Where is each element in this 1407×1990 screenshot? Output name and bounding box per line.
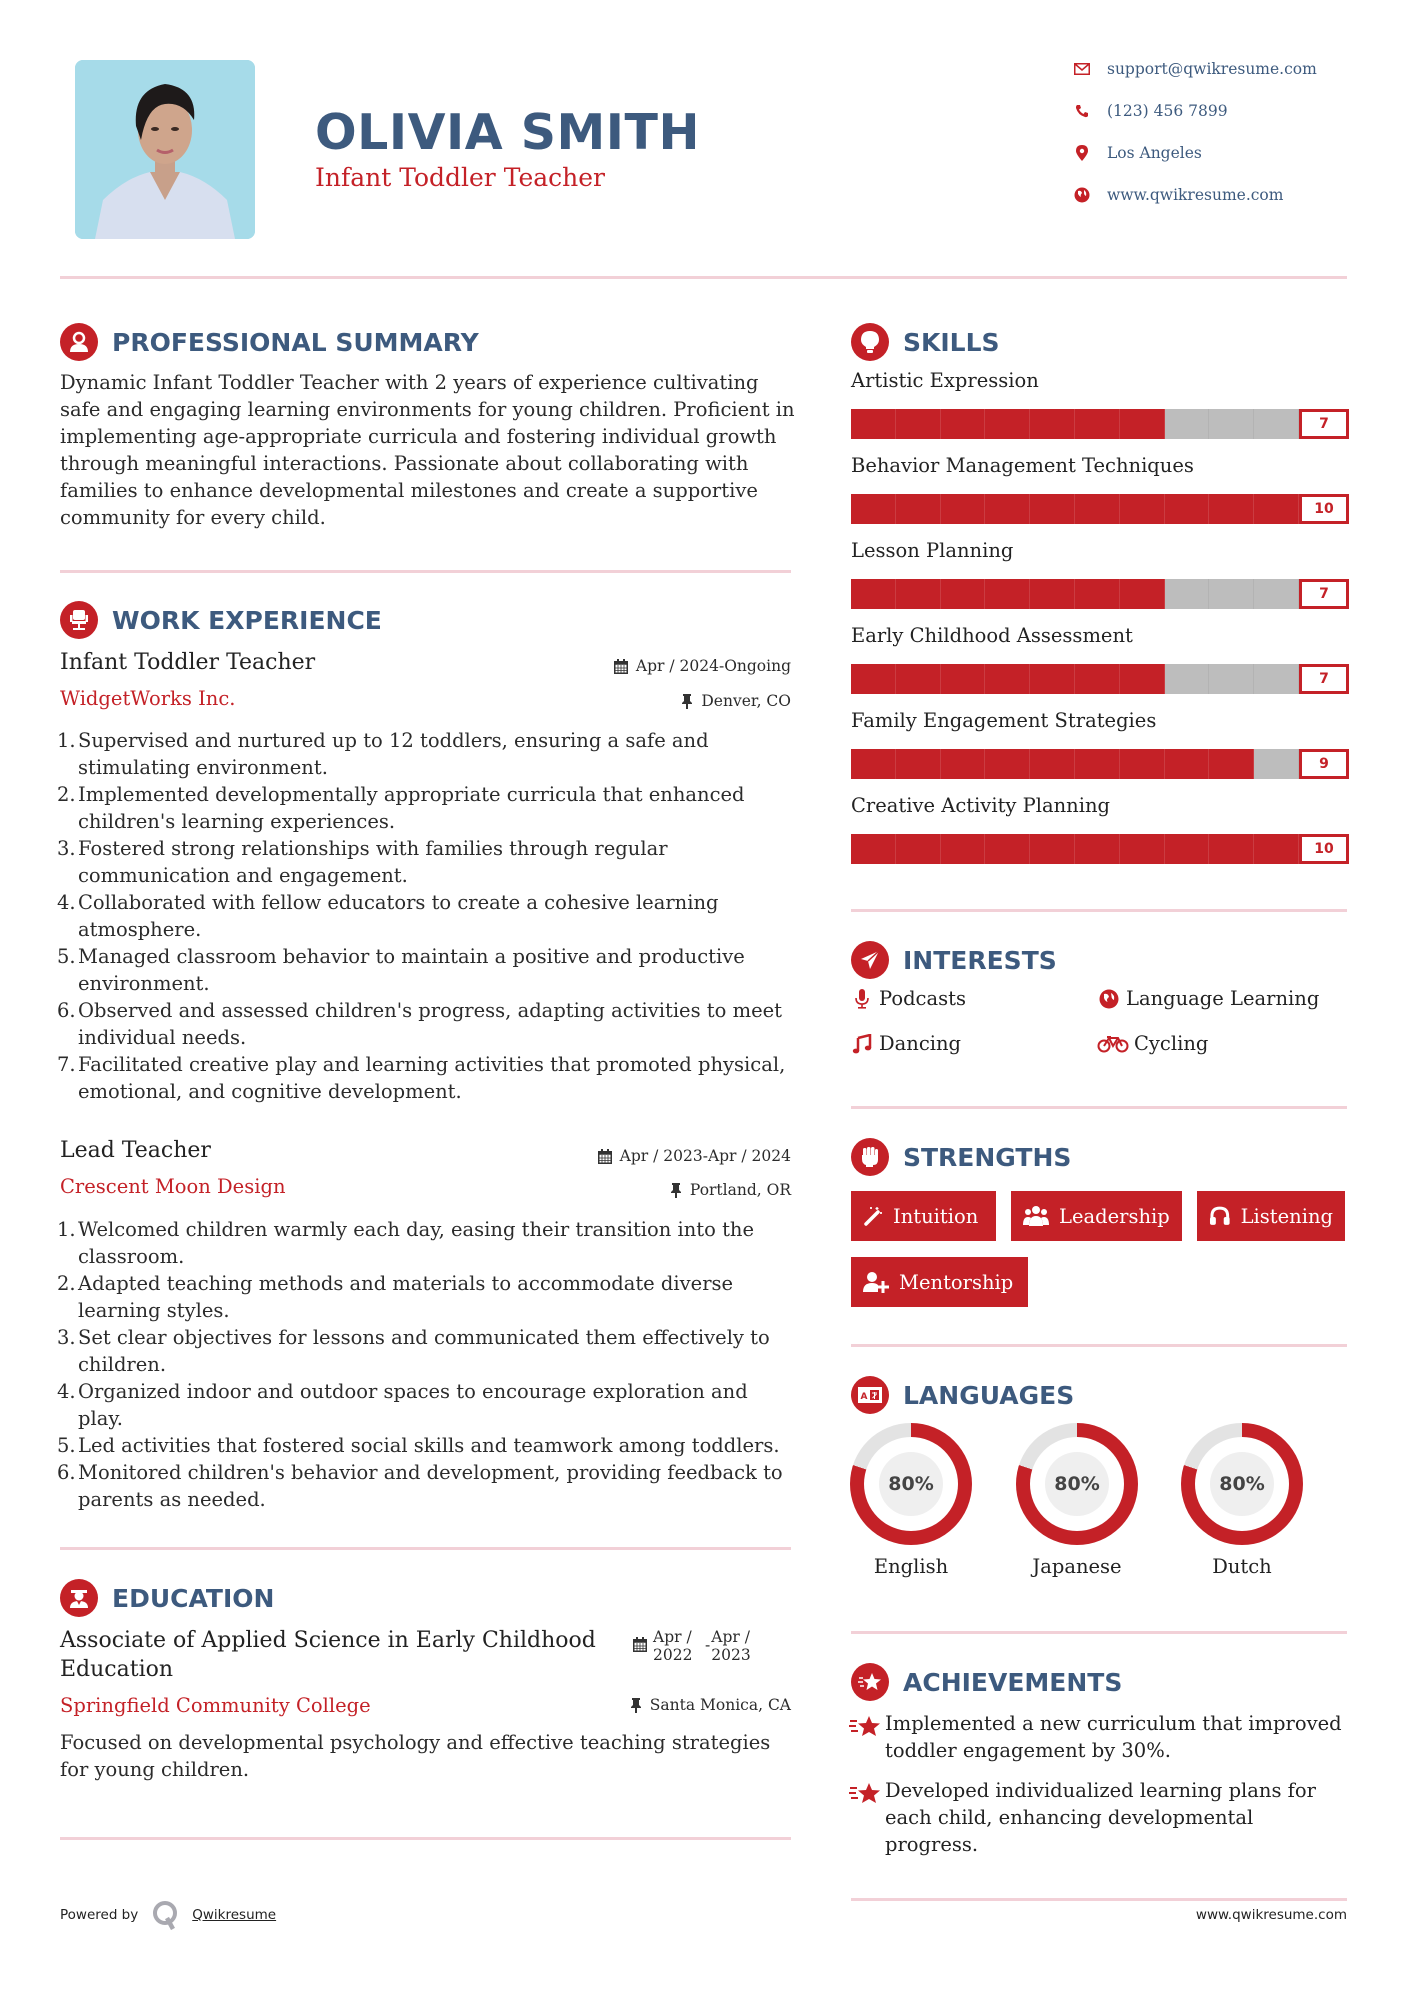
skill-bar-segment [985, 749, 1030, 779]
interest-language-learning: Language Learning [1096, 987, 1319, 1010]
skill-bar-segment [1075, 664, 1120, 694]
language-percent: 80% [879, 1452, 943, 1516]
contact-website[interactable]: www.qwikresume.com [1073, 183, 1283, 207]
skill-label: Artistic Expression [851, 369, 1039, 392]
contact-phone[interactable]: (123) 456 7899 [1073, 99, 1228, 123]
skill-bar-segment [941, 579, 986, 609]
user-icon [60, 323, 98, 361]
paper-plane-icon [851, 941, 889, 979]
skill-bar-segment [1075, 749, 1120, 779]
company-2: Crescent Moon Design [60, 1175, 286, 1198]
skill-bar-segment [1075, 834, 1120, 864]
achievement-item: Implemented a new curriculum that improved toddler engagement by 30%. [849, 1710, 1349, 1764]
profile-photo [75, 60, 255, 239]
envelope-icon [1073, 60, 1091, 78]
bullet-item: Observed and assessed children's progress, adapting activities to meet individual needs. [78, 999, 782, 1049]
education-dates: Apr / 2022 - Apr / 2023 [633, 1628, 751, 1664]
skill-bar-segment [1075, 579, 1120, 609]
company-1: WidgetWorks Inc. [60, 687, 236, 710]
skill-bar-segment [1120, 579, 1165, 609]
calendar-icon [598, 1149, 612, 1164]
strength-chip-leadership: Leadership [1011, 1191, 1182, 1241]
skill-bar [851, 409, 1349, 439]
skill-bar [851, 749, 1349, 779]
skill-value: 9 [1299, 749, 1349, 779]
calendar-icon [633, 1637, 647, 1652]
office-chair-icon [60, 601, 98, 639]
strength-chip-intuition: Intuition [851, 1191, 996, 1241]
section-divider [851, 1898, 1347, 1901]
job-title: Infant Toddler Teacher [315, 163, 605, 192]
strength-chip-listening: Listening [1197, 1191, 1345, 1241]
skill-bar-segment [1120, 409, 1165, 439]
qwikresume-link[interactable]: Qwikresume [192, 1907, 277, 1923]
skill-value: 7 [1299, 409, 1349, 439]
skill-bar [851, 579, 1349, 609]
music-note-icon [849, 1034, 875, 1054]
candidate-name: OLIVIA SMITH [315, 104, 700, 161]
skill-bar-segment [1120, 494, 1165, 524]
translate-icon [851, 1376, 889, 1414]
skill-bar-segment [1030, 834, 1075, 864]
job-title-1: Infant Toddler Teacher [60, 650, 316, 675]
bullet-item: Welcomed children warmly each day, easing their transition into the classroom. [78, 1218, 755, 1268]
skill-bar-segment [896, 409, 941, 439]
skill-bar-segment [1075, 494, 1120, 524]
skill-bar-segment [1209, 494, 1254, 524]
section-header-achievements: ACHIEVEMENTS [851, 1662, 1122, 1702]
skill-bar-segment [941, 834, 986, 864]
job-title-2: Lead Teacher [60, 1138, 211, 1163]
skill-bar-segment [896, 579, 941, 609]
skill-bar-segment [941, 494, 986, 524]
skill-bar-segment [1165, 409, 1210, 439]
strength-chip-mentorship: Mentorship [851, 1257, 1028, 1307]
skill-label: Behavior Management Techniques [851, 454, 1194, 477]
section-header-summary: PROFESSIONAL SUMMARY [60, 322, 479, 362]
section-divider [851, 909, 1347, 912]
skill-bar-segment [1030, 749, 1075, 779]
education-location: Santa Monica, CA [630, 1696, 791, 1714]
school-name: Springfield Community College [60, 1694, 371, 1717]
language-name: Japanese [1032, 1555, 1122, 1578]
graduate-icon [60, 1579, 98, 1617]
job-dates-2: Apr / 2023-Apr / 2024 [598, 1147, 791, 1165]
skill-value: 10 [1299, 834, 1349, 864]
degree-title: Associate of Applied Science in Early Childhood Education [60, 1628, 596, 1682]
bullet-item: Supervised and nurtured up to 12 toddlers, ensuring a safe and stimulating environment. [78, 729, 709, 779]
powered-by: Powered by Qwikresume [60, 1900, 276, 1930]
fist-icon [851, 1138, 889, 1176]
interest-cycling: Cycling [1096, 1032, 1208, 1055]
magic-wand-icon [863, 1206, 883, 1226]
bicycle-icon [1096, 1035, 1130, 1053]
skill-bar-segment [1030, 494, 1075, 524]
language-name: English [873, 1555, 949, 1578]
achievement-item: Developed individualized learning plans for each child, enhancing developmental progress. [849, 1777, 1349, 1858]
users-icon [1023, 1205, 1049, 1227]
bullet-item: Facilitated creative play and learning activities that promoted physical, emotional, and cognitive development. [78, 1053, 786, 1103]
skill-bar-segment [896, 664, 941, 694]
language-progress-ring [1181, 1423, 1303, 1545]
contact-location: Los Angeles [1073, 141, 1202, 165]
skill-bar [851, 834, 1349, 864]
language-progress-ring [1016, 1423, 1138, 1545]
skill-bar-segment [1254, 579, 1299, 609]
interest-dancing: Dancing [849, 1032, 961, 1055]
contact-email[interactable]: support@qwikresume.com [1073, 57, 1317, 81]
skill-value: 7 [1299, 664, 1349, 694]
skill-bar-segment [1120, 749, 1165, 779]
pushpin-icon [681, 694, 693, 709]
skill-bar-segment [851, 749, 896, 779]
skill-bar-segment [985, 834, 1030, 864]
skill-bar-segment [1209, 409, 1254, 439]
skill-value: 10 [1299, 494, 1349, 524]
skill-bar-segment [985, 664, 1030, 694]
skill-bar-segment [985, 579, 1030, 609]
section-header-interests: INTERESTS [851, 940, 1057, 980]
skill-bar-segment [1209, 579, 1254, 609]
skill-bar-segment [851, 494, 896, 524]
skill-bar-segment [896, 494, 941, 524]
job-bullets-2 [60, 1216, 795, 1513]
section-divider [851, 1106, 1347, 1109]
skill-bar-segment [896, 749, 941, 779]
skill-bar-segment [941, 664, 986, 694]
bullet-item: Managed classroom behavior to maintain a positive and productive environment. [78, 945, 745, 995]
globe-icon [1073, 186, 1091, 204]
qwikresume-logo-icon [152, 1900, 180, 1930]
section-divider [851, 1344, 1347, 1347]
shooting-star-icon [851, 1663, 889, 1701]
bullet-item: Set clear objectives for lessons and communicated them effectively to children. [78, 1326, 770, 1376]
headphones-icon [1209, 1206, 1231, 1226]
skill-label: Family Engagement Strategies [851, 709, 1157, 732]
skill-bar-segment [941, 749, 986, 779]
skill-bar-segment [1120, 834, 1165, 864]
skill-value: 7 [1299, 579, 1349, 609]
skill-bar-segment [1254, 834, 1299, 864]
bullet-item: Organized indoor and outdoor spaces to encourage exploration and play. [78, 1380, 748, 1430]
interest-podcasts: Podcasts [849, 987, 966, 1010]
lightbulb-icon [851, 323, 889, 361]
portrait-image [75, 60, 255, 239]
bullet-item: Fostered strong relationships with families through regular communication and engagement. [78, 837, 668, 887]
skill-bar-segment [1165, 749, 1210, 779]
skill-bar-segment [985, 494, 1030, 524]
language-name: Dutch [1212, 1555, 1272, 1578]
language-progress-ring [850, 1423, 972, 1545]
skill-bar-segment [1165, 834, 1210, 864]
calendar-icon [614, 659, 628, 674]
section-header-skills: SKILLS [851, 322, 1000, 362]
skill-bar-segment [1254, 409, 1299, 439]
skill-label: Lesson Planning [851, 539, 1014, 562]
skill-bar-segment [985, 409, 1030, 439]
skill-bar-segment [1120, 664, 1165, 694]
summary-text: Dynamic Infant Toddler Teacher with 2 years of experience cultivating safe and engaging learning environments for young children. Proficient in implementing age-appropriate curricula and fostering individual growth through meaningful interactions. Passionate about collaborating with families to enhance developmental milestones and create a supportive community for every child. [60, 371, 795, 529]
language-percent: 80% [1045, 1452, 1109, 1516]
section-divider [851, 1631, 1347, 1634]
skill-bar-segment [851, 579, 896, 609]
skill-bar-segment [1209, 749, 1254, 779]
job-dates-1: Apr / 2024-Ongoing [614, 657, 791, 675]
section-header-strengths: STRENGTHS [851, 1137, 1071, 1177]
header-divider [60, 276, 1347, 279]
user-plus-icon [863, 1271, 889, 1293]
skill-bar [851, 664, 1349, 694]
skill-bar-segment [1165, 664, 1210, 694]
skill-bar-segment [1075, 409, 1120, 439]
section-header-experience: WORK EXPERIENCE [60, 600, 382, 640]
education-description: Focused on developmental psychology and effective teaching strategies for young children. [60, 1731, 771, 1781]
bullet-item: Monitored children's behavior and development, providing feedback to parents as needed. [78, 1461, 783, 1511]
skill-bar-segment [1030, 409, 1075, 439]
language-percent: 80% [1210, 1452, 1274, 1516]
section-divider [60, 1837, 791, 1840]
skill-label: Early Childhood Assessment [851, 624, 1133, 647]
pushpin-icon [630, 1698, 642, 1713]
job-bullets-1 [60, 727, 795, 1105]
skill-bar-segment [1254, 494, 1299, 524]
skill-label: Creative Activity Planning [851, 794, 1110, 817]
skill-bar [851, 494, 1349, 524]
skill-bar-segment [851, 409, 896, 439]
skill-bar-segment [851, 664, 896, 694]
map-pin-icon [1073, 144, 1091, 162]
section-header-languages: A LANGUAGES [851, 1375, 1074, 1415]
svg-text:A: A [860, 1392, 868, 1402]
skill-bar-segment [1209, 664, 1254, 694]
section-divider [60, 1547, 791, 1550]
pushpin-icon [670, 1183, 682, 1198]
skill-bar-segment [941, 409, 986, 439]
skill-bar-segment [1165, 579, 1210, 609]
skill-bar-segment [1254, 664, 1299, 694]
skill-bar-segment [1030, 664, 1075, 694]
section-divider [60, 570, 791, 573]
bullet-item: Collaborated with fellow educators to create a cohesive learning atmosphere. [78, 891, 719, 941]
phone-icon [1073, 102, 1091, 120]
section-header-education: EDUCATION [60, 1578, 274, 1618]
bullet-item: Implemented developmentally appropriate curricula that enhanced children's learning experiences. [78, 783, 745, 833]
job-location-2: Portland, OR [670, 1181, 791, 1199]
bullet-item: Led activities that fostered social skills and teamwork among toddlers. [78, 1434, 780, 1457]
skill-bar-segment [1165, 494, 1210, 524]
microphone-icon [849, 989, 875, 1009]
skill-bar-segment [851, 834, 896, 864]
shooting-star-icon [849, 1777, 885, 1858]
job-location-1: Denver, CO [681, 692, 791, 710]
globe-icon [1096, 989, 1122, 1009]
skill-bar-segment [896, 834, 941, 864]
skill-bar-segment [1030, 579, 1075, 609]
shooting-star-icon [849, 1710, 885, 1764]
footer-website[interactable]: www.qwikresume.com [1195, 1907, 1347, 1923]
skill-bar-segment [1209, 834, 1254, 864]
bullet-item: Adapted teaching methods and materials to accommodate diverse learning styles. [78, 1272, 734, 1322]
skill-bar-segment [1254, 749, 1299, 779]
